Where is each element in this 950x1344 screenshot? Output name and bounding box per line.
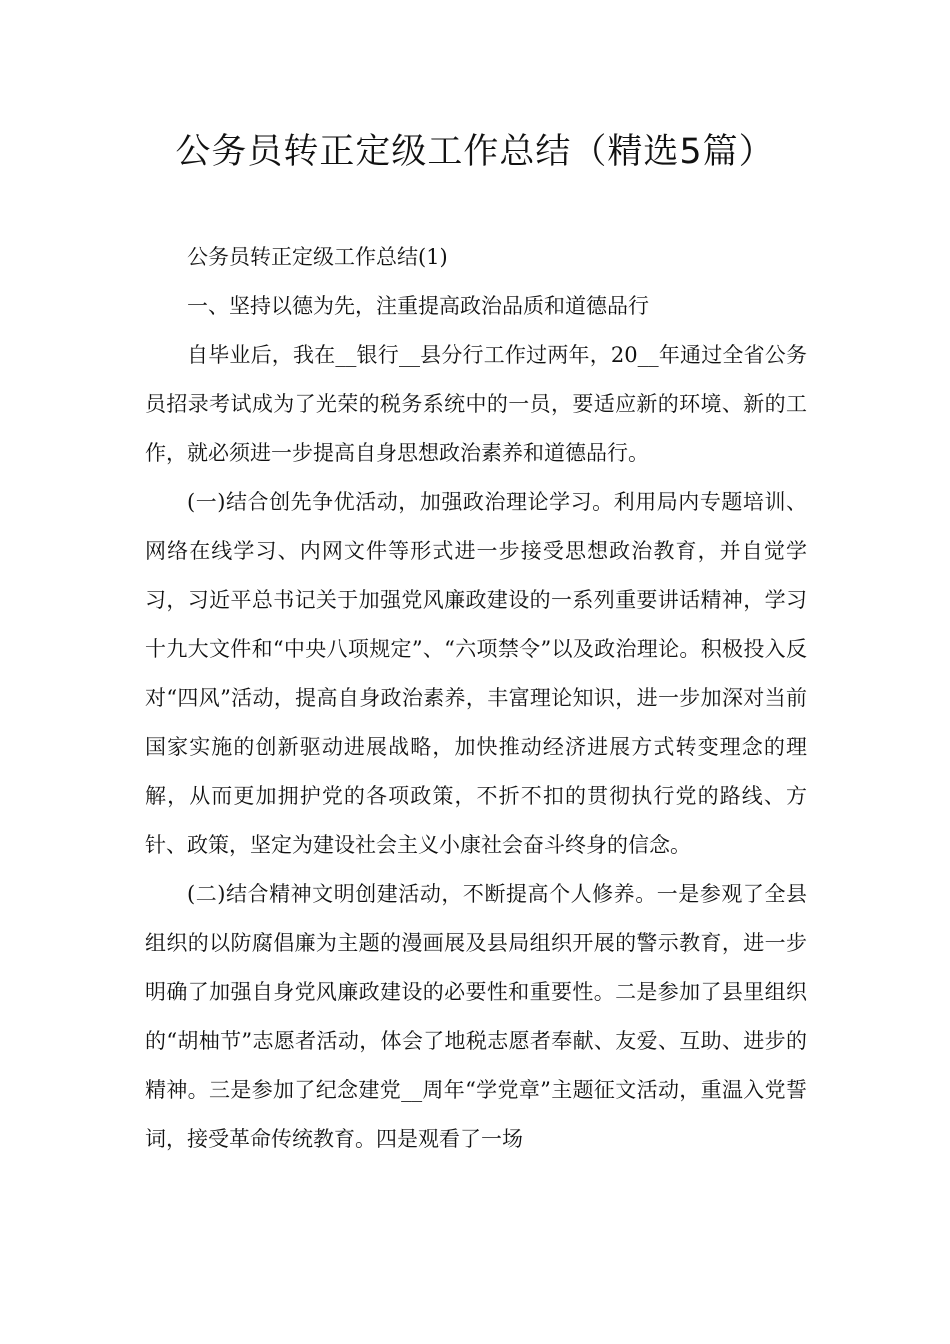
paragraph-2: (一)结合创先争优活动，加强政治理论学习。利用局内专题培训、网络在线学习、内网文件等形式进一步接受思想政治教育，并自觉学习，习近平总书记关于加强党风廉政建设的一系列重要讲话精神，学习十九大文件和“中央八项规定”、“六项禁令”以及政治理论。积极投入反对“四风”活动，提高自身政治素养，丰富理论知识，进一步加深对当前国家实施的创新驱动进展战略，加快推动经济进展方式转变理念的理解，从而更加拥护党的各项政策，不折不扣的贯彻执行党的路线、方针、政策，坚定为建设社会主义小康社会奋斗终身的信念。	[145, 490, 807, 857]
section-heading: 一、坚持以德为先，注重提高政治品质和道德品行	[187, 294, 649, 318]
section-subtitle: 公务员转正定级工作总结(1)	[187, 245, 448, 269]
paragraph-3: (二)结合精神文明创建活动，不断提高个人修养。一是参观了全县组织的以防腐倡廉为主题的漫画展及县局组织开展的警示教育，进一步明确了加强自身党风廉政建设的必要性和重要性。二是参加了县里组织的“胡柚节”志愿者活动，体会了地税志愿者奉献、友爱、互助、进步的精神。三是参加了纪念建党__周年“学党章”主题征文活动，重温入党誓词，接受革命传统教育。四是观看了一场	[145, 882, 807, 1151]
document-body	[145, 233, 807, 1164]
paragraph-1: 自毕业后，我在__银行__县分行工作过两年，20__年通过全省公务员招录考试成为了光荣的税务系统中的一员，要适应新的环境、新的工作，就必须进一步提高自身思想政治素养和道德品行。	[145, 343, 807, 465]
document-title: 公务员转正定级工作总结（精选5篇）	[175, 132, 775, 172]
